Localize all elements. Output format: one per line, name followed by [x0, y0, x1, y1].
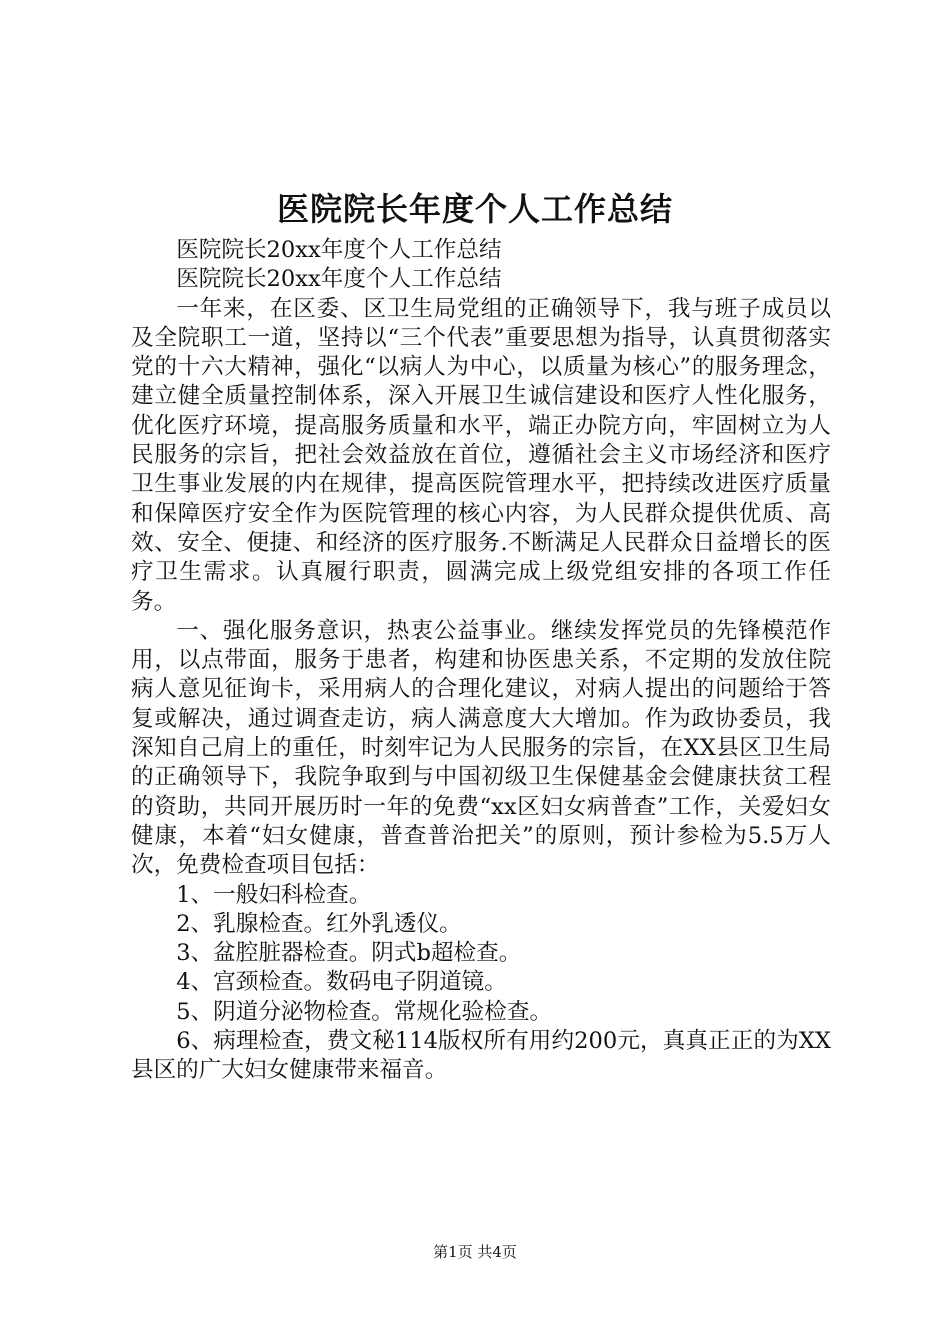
paragraph-intro: 一年来，在区委、区卫生局党组的正确领导下，我与班子成员以及全院职工一道，坚持以“三个代表”重要思想为指导，认真贯彻落实党的十六大精神，强化“以病人为中心，以质量为核心”的服务理念，建立健全质量控制体系，深入开展卫生诚信建设和医疗人性化服务，优化医疗环境，提高服务质量和水平，端正办院方向，牢固树立为人民服务的宗旨，把社会效益放在首位，遵循社会主义市场经济和医疗卫生事业发展的内在规律，提高医院管理水平，把持续改进医疗质量和保障医疗安全作为医院管理的核心内容，为人民群众提供优质、高效、安全、便捷、和经济的医疗服务.不断满足人民群众日益增长的医疗卫生需求。认真履行职责，圆满完成上级党组安排的各项工作任务。 — [131, 295, 831, 615]
paragraph-heading-1: 医院院长20xx年度个人工作总结 — [176, 237, 502, 263]
document-title: 医院院长年度个人工作总结 — [276, 190, 673, 228]
paragraph-heading-2: 医院院长20xx年度个人工作总结 — [176, 266, 502, 293]
list-item-2: 2、乳腺检查。红外乳透仪。 — [176, 910, 462, 937]
list-item-5: 5、阴道分泌物检查。常规化验检查。 — [176, 998, 553, 1025]
list-item-1: 1、一般妇科检查。 — [176, 881, 372, 908]
list-item-6: 6、病理检查，费文秘114版权所有用约200元，真真正正的为XX县区的广大妇女健康带来福音。 — [131, 1028, 831, 1084]
list-item-3: 3、盆腔脏器检查。阴式b超检查。 — [176, 940, 522, 967]
document-body — [131, 236, 831, 1086]
paragraph-section-1: 一、强化服务意识，热衷公益事业。继续发挥党员的先锋模范作用，以点带面，服务于患者，构建和协医患关系，不定期的发放住院病人意见征询卡，采用病人的合理化建议，对病人提出的问题给于答复或解决，通过调查走访，病人满意度大大增加。作为政协委员，我深知自己肩上的重任，时刻牢记为人民服务的宗旨，在XX县区卫生局的正确领导下，我院争取到与中国初级卫生保健基金会健康扶贫工程的资助，共同开展历时一年的免费“xx区妇女病普查”工作，关爱妇女健康，本着“妇女健康，普查普治把关”的原则，预计参检为5.5万人次，免费检查项目包括： — [131, 617, 831, 879]
list-item-4: 4、宫颈检查。数码电子阴道镜。 — [176, 969, 507, 996]
page-footer: 第1页 共4页 — [433, 1243, 517, 1261]
